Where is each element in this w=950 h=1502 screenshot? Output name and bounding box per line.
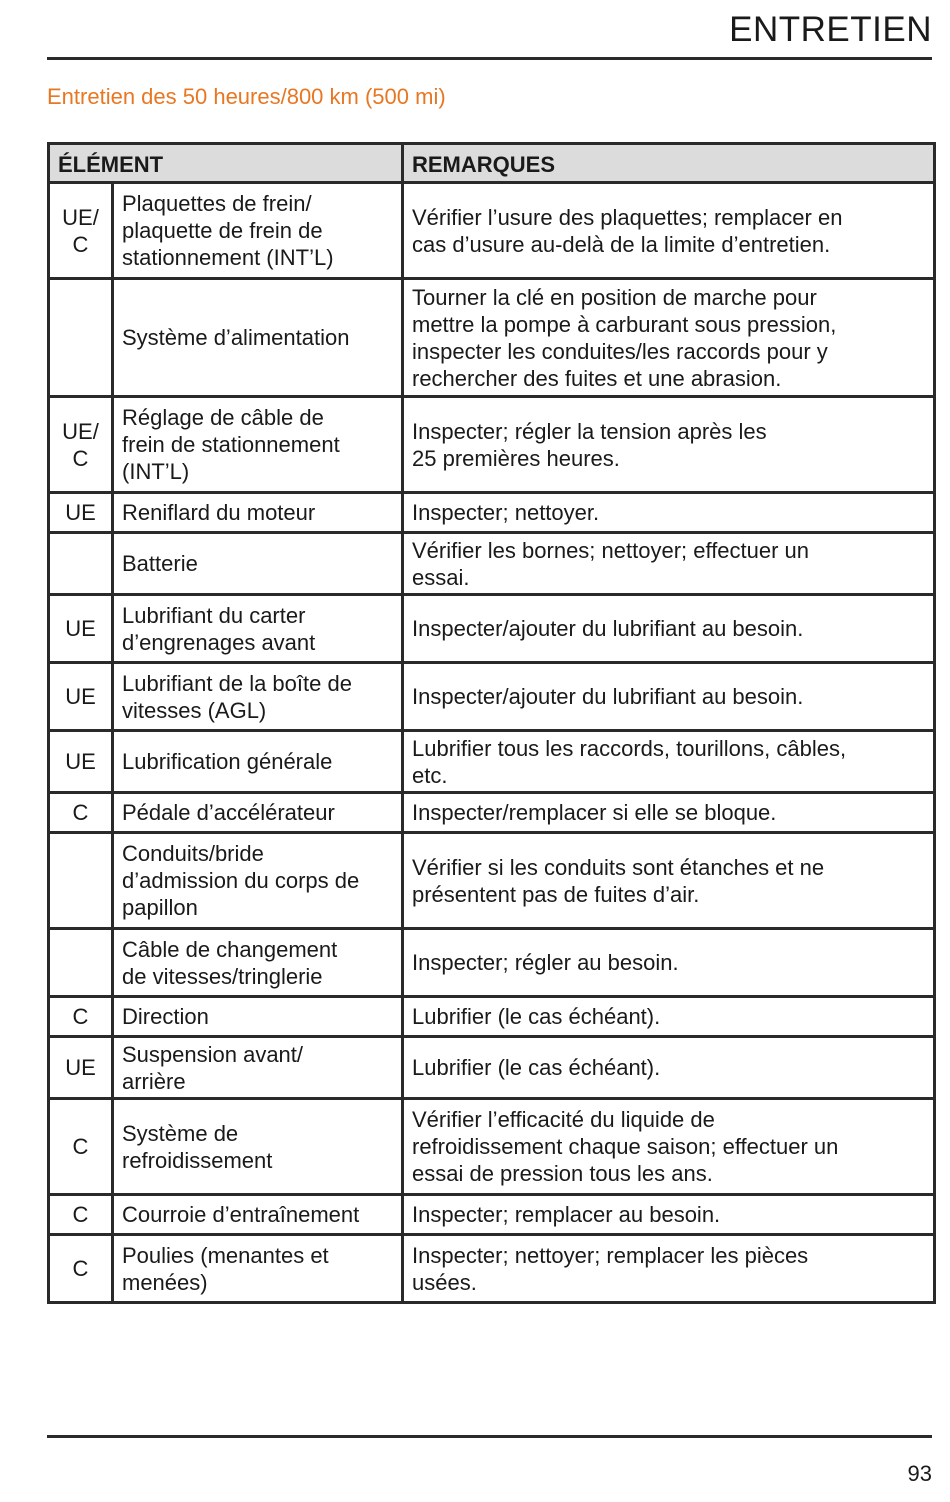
row-remark: Inspecter/remplacer si elle se bloque. — [403, 793, 935, 833]
row-remark: Inspecter; régler au besoin. — [403, 929, 935, 997]
row-code: C — [49, 1099, 113, 1195]
row-element: Courroie d’entraînement — [113, 1195, 403, 1235]
column-header-element: ÉLÉMENT — [49, 144, 403, 183]
row-code: C — [49, 997, 113, 1037]
row-remark: Vérifier les bornes; nettoyer; effectuer un essai. — [403, 533, 935, 595]
footer-divider — [47, 1435, 932, 1438]
row-element: Réglage de câble de frein de stationnement (INT’L) — [113, 397, 403, 493]
maintenance-table — [47, 142, 936, 1304]
table-row — [49, 1195, 935, 1235]
row-code: UE/ C — [49, 397, 113, 493]
row-element: Lubrifiant du carter d’engrenages avant — [113, 595, 403, 663]
table-row — [49, 833, 935, 929]
table-row — [49, 793, 935, 833]
row-remark: Inspecter; nettoyer; remplacer les pièces usées. — [403, 1235, 935, 1303]
table-row — [49, 1099, 935, 1195]
row-code: UE — [49, 1037, 113, 1099]
row-remark: Lubrifier (le cas échéant). — [403, 997, 935, 1037]
table-row — [49, 397, 935, 493]
row-code: C — [49, 1195, 113, 1235]
row-element: Système de refroidissement — [113, 1099, 403, 1195]
row-remark: Vérifier l’efficacité du liquide de refroidissement chaque saison; effectuer un essai de pression tous les ans. — [403, 1099, 935, 1195]
table-row — [49, 929, 935, 997]
row-element: Batterie — [113, 533, 403, 595]
column-header-remarks: REMARQUES — [403, 144, 935, 183]
row-code — [49, 279, 113, 397]
row-remark: Vérifier si les conduits sont étanches et ne présentent pas de fuites d’air. — [403, 833, 935, 929]
row-element: Direction — [113, 997, 403, 1037]
table-row — [49, 533, 935, 595]
table-row — [49, 731, 935, 793]
table-row — [49, 595, 935, 663]
row-code — [49, 533, 113, 595]
row-element: Conduits/bride d’admission du corps de papillon — [113, 833, 403, 929]
row-element: Lubrification générale — [113, 731, 403, 793]
table-row — [49, 997, 935, 1037]
row-code: UE/ C — [49, 183, 113, 279]
row-code: C — [49, 1235, 113, 1303]
row-code: UE — [49, 731, 113, 793]
table-row — [49, 1235, 935, 1303]
table-row — [49, 1037, 935, 1099]
row-remark: Tourner la clé en position de marche pour mettre la pompe à carburant sous pression, inspecter les conduites/les raccords pour y rechercher des fuites et une abrasion. — [403, 279, 935, 397]
row-remark: Vérifier l’usure des plaquettes; remplacer en cas d’usure au-delà de la limite d’entretien. — [403, 183, 935, 279]
row-code — [49, 929, 113, 997]
row-code: UE — [49, 493, 113, 533]
page-header-title: ENTRETIEN — [729, 10, 932, 49]
row-code: UE — [49, 595, 113, 663]
row-element: Lubrifiant de la boîte de vitesses (AGL) — [113, 663, 403, 731]
table-body — [49, 183, 935, 1303]
row-remark: Inspecter/ajouter du lubrifiant au besoin. — [403, 595, 935, 663]
row-remark: Lubrifier (le cas échéant). — [403, 1037, 935, 1099]
header-divider — [47, 57, 932, 60]
row-code: UE — [49, 663, 113, 731]
row-element: Reniflard du moteur — [113, 493, 403, 533]
row-remark: Lubrifier tous les raccords, tourillons, câbles, etc. — [403, 731, 935, 793]
row-element: Câble de changement de vitesses/tringlerie — [113, 929, 403, 997]
table-header-row — [49, 144, 935, 183]
row-remark: Inspecter; nettoyer. — [403, 493, 935, 533]
row-element: Système d’alimentation — [113, 279, 403, 397]
table-row — [49, 183, 935, 279]
row-code — [49, 833, 113, 929]
row-remark: Inspecter; remplacer au besoin. — [403, 1195, 935, 1235]
page-number: 93 — [907, 1461, 932, 1486]
table-row — [49, 279, 935, 397]
row-element: Poulies (menantes et menées) — [113, 1235, 403, 1303]
row-code: C — [49, 793, 113, 833]
section-title: Entretien des 50 heures/800 km (500 mi) — [47, 84, 446, 109]
row-element: Pédale d’accélérateur — [113, 793, 403, 833]
table-row — [49, 493, 935, 533]
row-element: Suspension avant/ arrière — [113, 1037, 403, 1099]
row-element: Plaquettes de frein/ plaquette de frein de stationnement (INT’L) — [113, 183, 403, 279]
row-remark: Inspecter; régler la tension après les 25 premières heures. — [403, 397, 935, 493]
row-remark: Inspecter/ajouter du lubrifiant au besoin. — [403, 663, 935, 731]
table-row — [49, 663, 935, 731]
